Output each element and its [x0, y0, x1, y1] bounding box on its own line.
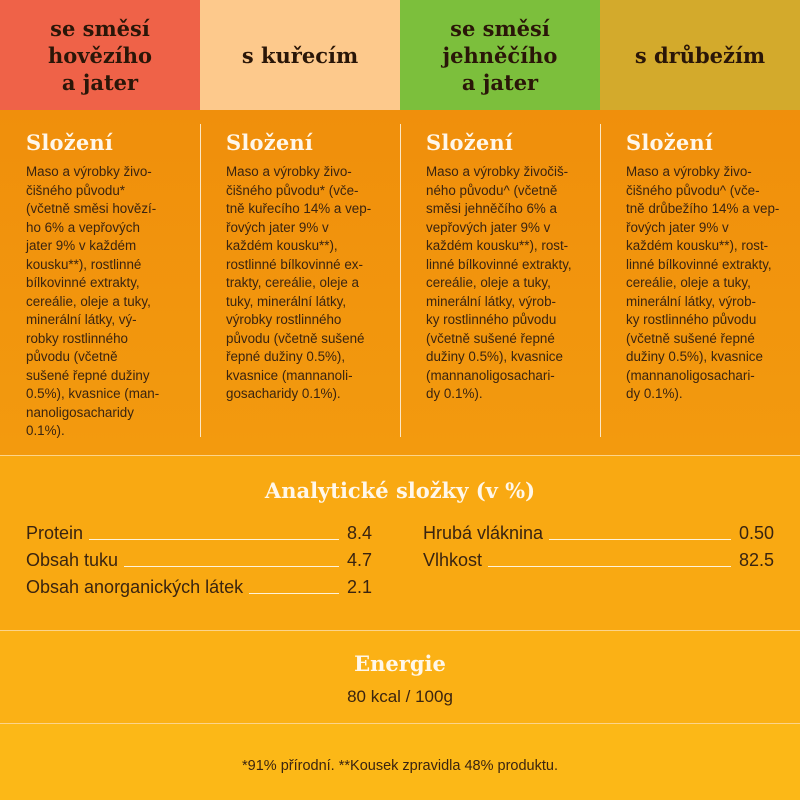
leader-line: [89, 539, 339, 540]
analytic-title: Analytické složky (v %): [264, 478, 536, 503]
variant-header-beef-liver: [0, 0, 200, 110]
nutrient-row-fibre: [423, 518, 774, 544]
footnote-section: [0, 724, 800, 800]
composition-text: Maso a výrobky živočiš- ného původu^ (včetně směsi jehněčího 6% a vepřových jater 9% v každém kousku**), rost- linné bílkovinné extrakty, cereálie, oleje a tuky, minerální látky, výrob- ky rostlinného původu (včetně sušené řepné dužiny 0.5%), kvasnice (mannanoligosachari- dy 0.1%).: [426, 164, 572, 401]
nutrient-value: 82.5: [738, 550, 774, 570]
composition-column-lamb-liver: [400, 110, 600, 455]
composition-column-beef-liver: [0, 110, 200, 455]
nutrient-value: 8.4: [346, 523, 372, 543]
energy-title: Energie: [354, 651, 446, 676]
variant-header-row: [0, 0, 800, 110]
leader-line: [124, 566, 339, 567]
composition-text: Maso a výrobky živo- čišného původu* (vče- tně kuřecího 14% a vep- řových jater 9% v každém kousku**), rostlinné bílkovinné ex- trakty, cereálie, oleje a tuky, minerální látky, výrobky rostlinného původu (včetně sušené řepné dužiny 0.5%), kvasnice (mannanoli- gosacharidy 0.1%).: [226, 164, 372, 401]
composition-title: Složení: [426, 130, 514, 155]
nutrient-label: Obsah tuku: [26, 550, 119, 570]
variant-label: s drůbežím: [634, 42, 766, 68]
composition-column-poultry: [600, 110, 800, 455]
variant-label: se směsí hovězího a jater: [47, 15, 152, 95]
nutrient-value: 2.1: [346, 577, 372, 597]
energy-value: 80 kcal / 100g: [347, 687, 453, 706]
variant-header-poultry: [600, 0, 800, 110]
variant-label: se směsí jehněčího a jater: [442, 15, 558, 95]
nutrient-row-moisture: [423, 545, 774, 571]
energy-section: [0, 630, 800, 724]
nutrient-row-ash: [26, 572, 372, 598]
composition-section: [0, 110, 800, 455]
variant-label: s kuřecím: [241, 42, 359, 68]
nutrient-label: Hrubá vláknina: [423, 523, 544, 543]
composition-title: Složení: [626, 130, 714, 155]
nutrient-value: 0.50: [738, 523, 774, 543]
variant-header-lamb-liver: [400, 0, 600, 110]
nutrient-label: Vlhkost: [423, 550, 483, 570]
composition-text: Maso a výrobky živo- čišného původu* (včetně směsi hovězí- ho 6% a vepřových jater 9% v každém kousku**), rostlinné bílkovinné extrakty, cereálie, oleje a tuky, minerální látky, vý- robky rostlinného původu (včetně sušené řepné dužiny 0.5%), kvasnice (man- nanoligosacharidy 0.1%).: [26, 164, 160, 438]
nutrient-label: Obsah anorganických látek: [26, 577, 244, 597]
composition-text: Maso a výrobky živo- čišného původu^ (vče- tně drůbežího 14% a vep- řových jater 9% v každém kousku**), rost- linné bílkovinné extrakty, cereálie, oleje a tuky, minerální látky, výrob- ky rostlinného původu (včetně sušené řepné dužiny 0.5%), kvasnice (mannanoligosachari- dy 0.1%).: [626, 164, 780, 401]
nutrient-value: 4.7: [346, 550, 372, 570]
nutrient-row-protein: [26, 518, 372, 544]
composition-title: Složení: [26, 130, 114, 155]
nutrient-label: Protein: [26, 523, 84, 543]
composition-column-chicken: [200, 110, 400, 455]
nutrient-row-fat: [26, 545, 372, 571]
variant-header-chicken: [200, 0, 400, 110]
leader-line: [549, 539, 731, 540]
leader-line: [488, 566, 731, 567]
footnote-text: *91% přírodní. **Kousek zpravidla 48% produktu.: [242, 758, 558, 774]
analytic-section: [0, 455, 800, 630]
composition-title: Složení: [226, 130, 314, 155]
leader-line: [249, 593, 339, 594]
